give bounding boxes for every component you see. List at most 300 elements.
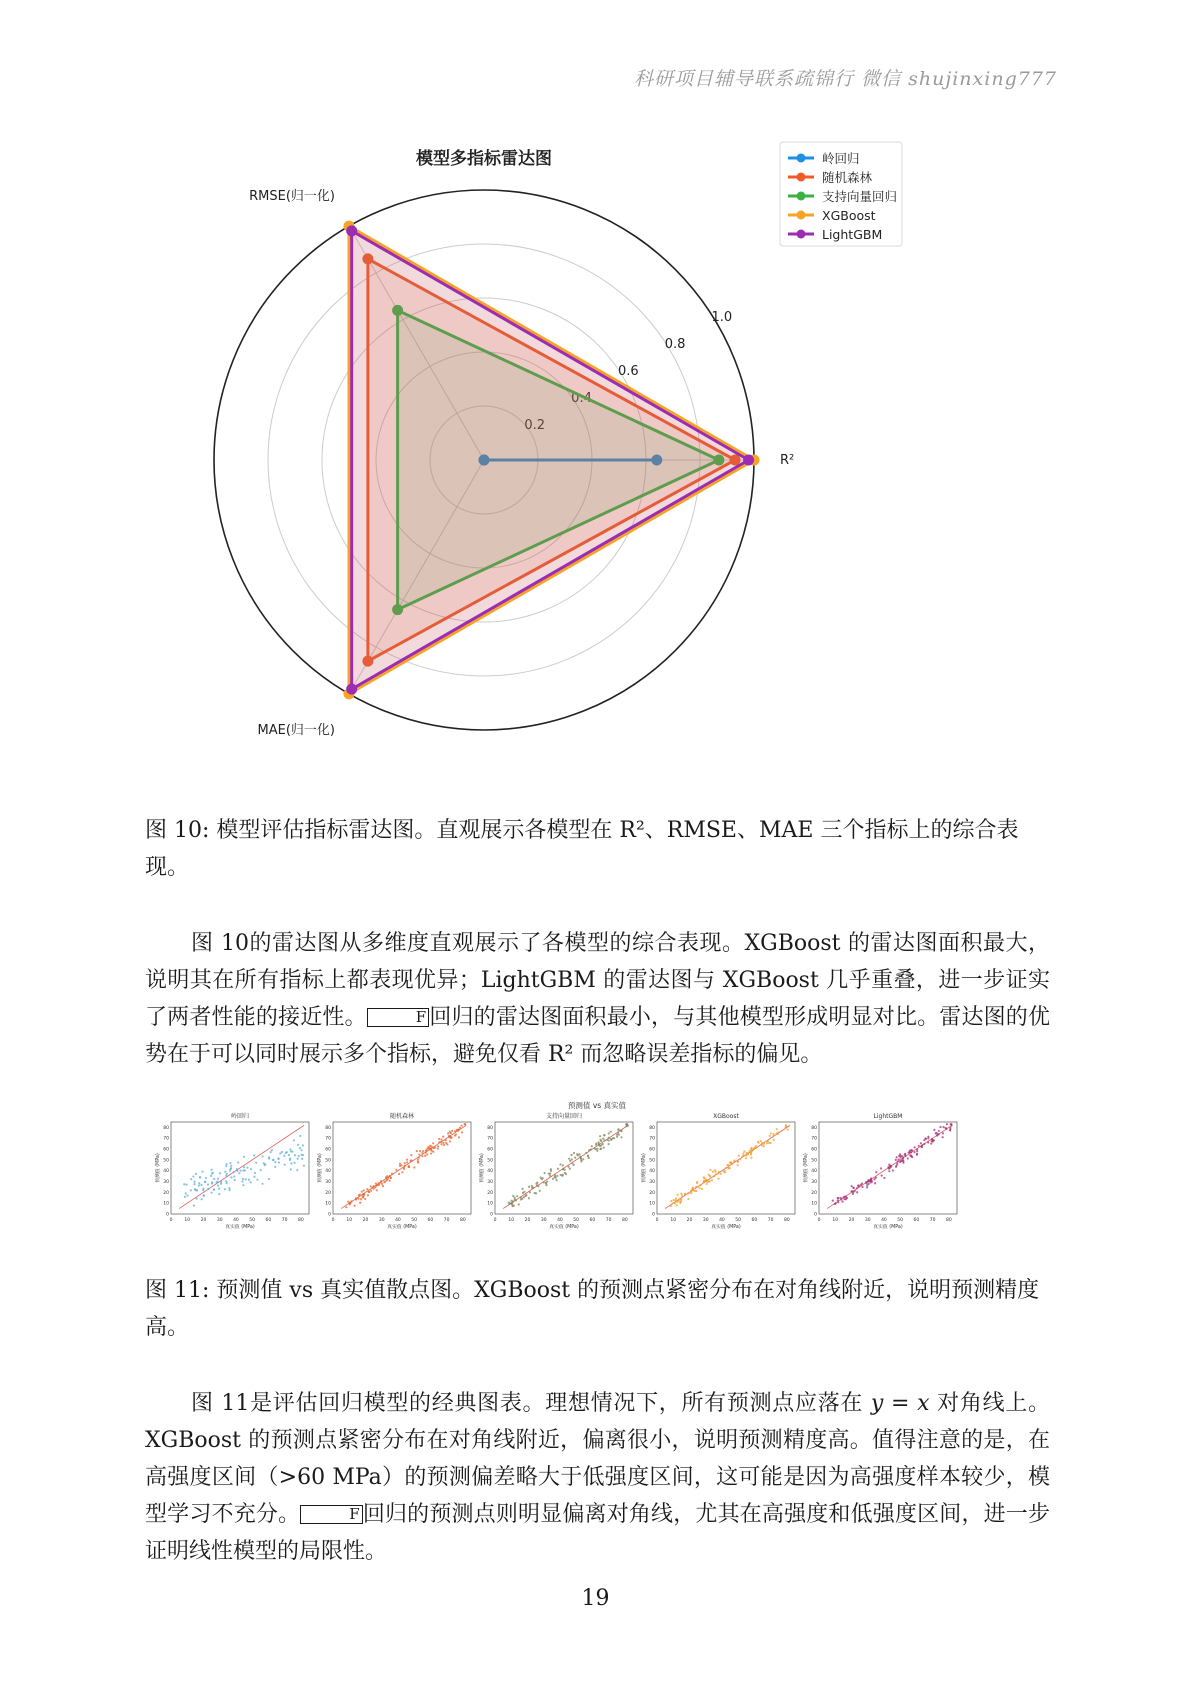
figure-10-caption: 图 10: 模型评估指标雷达图。直观展示各模型在 R²、RMSE、MAE 三个指标上的综合表现。 bbox=[145, 818, 1019, 880]
scatter-point bbox=[213, 1188, 215, 1190]
scatter-point bbox=[856, 1187, 858, 1189]
scatter-point bbox=[388, 1180, 390, 1182]
scatter-point bbox=[302, 1144, 304, 1146]
scatter-point bbox=[618, 1133, 620, 1135]
scatter-point bbox=[201, 1198, 203, 1200]
scatter-point bbox=[229, 1189, 231, 1191]
scatter-point bbox=[746, 1152, 748, 1154]
scatter-point bbox=[856, 1191, 858, 1193]
x-tick-label: 20 bbox=[524, 1218, 531, 1223]
scatter-point bbox=[549, 1175, 551, 1177]
scatter-point bbox=[512, 1200, 514, 1202]
scatter-point bbox=[837, 1197, 839, 1199]
scatter-point bbox=[451, 1130, 453, 1132]
scatter-point bbox=[279, 1152, 281, 1154]
scatter-point bbox=[442, 1142, 444, 1144]
scatter-point bbox=[270, 1151, 272, 1153]
scatter-point bbox=[942, 1132, 944, 1134]
scatter-point bbox=[927, 1136, 929, 1138]
scatter-point bbox=[620, 1129, 622, 1131]
scatter-point bbox=[425, 1151, 427, 1153]
scatter-point bbox=[742, 1152, 744, 1154]
x-tick-label: 80 bbox=[784, 1218, 790, 1223]
scatter-point bbox=[738, 1155, 740, 1157]
scatter-point bbox=[763, 1145, 765, 1147]
scatter-point bbox=[459, 1127, 461, 1129]
scatter-point bbox=[678, 1200, 680, 1202]
scatter-point bbox=[243, 1166, 245, 1168]
radar-tick-label: 0.8 bbox=[664, 337, 686, 352]
scatter-point bbox=[625, 1123, 627, 1125]
scatter-point bbox=[212, 1172, 214, 1174]
scatter-point bbox=[861, 1186, 863, 1188]
y-tick-label: 30 bbox=[325, 1180, 331, 1186]
scatter-point bbox=[897, 1158, 899, 1160]
scatter-point bbox=[271, 1149, 273, 1151]
scatter-point bbox=[590, 1148, 592, 1150]
scatter-point bbox=[888, 1170, 890, 1172]
scatter-point bbox=[445, 1142, 447, 1144]
y-tick-label: 10 bbox=[325, 1201, 331, 1207]
scatter-point bbox=[763, 1143, 765, 1145]
paragraph-radar-analysis bbox=[145, 925, 1050, 1073]
x-tick-label: 20 bbox=[686, 1218, 693, 1223]
scatter-point bbox=[852, 1187, 854, 1189]
scatter-point bbox=[600, 1147, 602, 1149]
scatter-point bbox=[193, 1183, 195, 1185]
scatter-point bbox=[599, 1145, 601, 1147]
scatter-point bbox=[692, 1187, 694, 1189]
scatter-point bbox=[230, 1168, 232, 1170]
scatter-point bbox=[728, 1164, 730, 1166]
scatter-point bbox=[854, 1190, 856, 1192]
scatter-point bbox=[755, 1147, 757, 1149]
scatter-point bbox=[709, 1175, 711, 1177]
x-tick-label: 70 bbox=[767, 1218, 774, 1223]
y-axis-label: 预测值 (MPa) bbox=[318, 1153, 323, 1183]
paragraph-text: 对角线上。XGBoost 的预测点紧密分布在对角线附近，偏离很小，说明预测精度高。值得注意的是，在高强度区间（>60 MPa）的预测偏差略大于低强度区间，这可能是因为高强度样本较少，模型学习不充分。 bbox=[145, 1391, 1050, 1527]
scatter-point bbox=[389, 1175, 391, 1177]
scatter-point bbox=[406, 1161, 408, 1163]
y-tick-label: 30 bbox=[649, 1180, 655, 1186]
scatter-point bbox=[300, 1149, 302, 1151]
scatter-point bbox=[834, 1203, 836, 1205]
x-tick-label: 70 bbox=[605, 1218, 612, 1223]
scatter-point bbox=[433, 1147, 435, 1149]
scatter-point bbox=[297, 1158, 299, 1160]
scatter-point bbox=[875, 1171, 877, 1173]
figure-11-caption: 图 11: 预测值 vs 真实值散点图。XGBoost 的预测点紧密分布在对角线附近，说明预测精度高。 bbox=[145, 1278, 1040, 1340]
y-tick-label: 60 bbox=[811, 1147, 817, 1153]
radar-tick-label: 1.0 bbox=[711, 310, 733, 325]
x-tick-label: 10 bbox=[508, 1218, 515, 1223]
scatter-point bbox=[580, 1157, 582, 1159]
scatter-point bbox=[842, 1196, 844, 1198]
y-tick-label: 20 bbox=[811, 1190, 817, 1196]
scatter-point bbox=[751, 1147, 753, 1149]
scatter-point bbox=[616, 1136, 618, 1138]
scatter-point bbox=[595, 1148, 597, 1150]
scatter-point bbox=[364, 1198, 366, 1200]
scatter-point bbox=[450, 1136, 452, 1138]
scatter-subplot bbox=[154, 1112, 309, 1230]
scatter-point bbox=[353, 1205, 355, 1207]
scatter-point bbox=[418, 1157, 420, 1159]
scatter-point bbox=[760, 1140, 762, 1142]
scatter-point bbox=[617, 1129, 619, 1131]
scatter-point bbox=[260, 1169, 262, 1171]
scatter-point bbox=[406, 1159, 408, 1161]
scatter-point bbox=[294, 1154, 296, 1156]
scatter-point bbox=[386, 1175, 388, 1177]
x-tick-label: 30 bbox=[702, 1218, 709, 1223]
scatter-point bbox=[395, 1169, 397, 1171]
x-axis-label: 真实值 (MPa) bbox=[225, 1225, 255, 1230]
scatter-point bbox=[914, 1146, 916, 1148]
scatter-point bbox=[896, 1156, 898, 1158]
scatter-point bbox=[207, 1183, 209, 1185]
scatter-point bbox=[185, 1192, 187, 1194]
paragraph-text: 回归的预测点则明显偏离对角线，尤其在高强度和低强度区间，进一步证明线性模型的局限性。 bbox=[145, 1502, 1050, 1564]
scatter-point bbox=[286, 1151, 288, 1153]
scatter-point bbox=[432, 1142, 434, 1144]
y-tick-label: 60 bbox=[325, 1147, 331, 1153]
y-tick-label: 20 bbox=[325, 1190, 331, 1196]
scatter-point bbox=[242, 1169, 244, 1171]
scatter-point bbox=[205, 1177, 207, 1179]
scatter-point bbox=[899, 1156, 901, 1158]
scatter-point bbox=[437, 1145, 439, 1147]
x-tick-label: 70 bbox=[443, 1218, 450, 1223]
scatter-point bbox=[199, 1176, 201, 1178]
scatter-point bbox=[949, 1129, 951, 1131]
x-tick-label: 70 bbox=[281, 1218, 288, 1223]
scatter-point bbox=[703, 1176, 705, 1178]
x-tick-label: 0 bbox=[817, 1218, 821, 1223]
y-tick-label: 20 bbox=[649, 1190, 655, 1196]
legend-entry-label: LightGBM bbox=[822, 227, 883, 242]
scatter-point bbox=[620, 1136, 622, 1138]
scatter-point bbox=[688, 1192, 690, 1194]
scatter-point bbox=[567, 1166, 569, 1168]
paragraph-text: 回归的雷达图面积最小，与其他模型形成明显对比。雷达图的优势在于可以同时展示多个指标，避免仅看 R² 而忽略误差指标的偏见。 bbox=[145, 1005, 1050, 1067]
scatter-point bbox=[718, 1171, 720, 1173]
y-tick-label: 30 bbox=[163, 1180, 169, 1186]
scatter-point bbox=[769, 1135, 771, 1137]
x-tick-label: 10 bbox=[832, 1218, 839, 1223]
scatter-point bbox=[585, 1152, 587, 1154]
radar-axis-label: RMSE(归一化) bbox=[249, 189, 335, 205]
scatter-point bbox=[366, 1188, 368, 1190]
scatter-point bbox=[461, 1125, 463, 1127]
math-expression: y = x bbox=[870, 1391, 930, 1416]
scatter-point bbox=[717, 1178, 719, 1180]
scatter-point bbox=[674, 1199, 676, 1201]
radar-series-area bbox=[352, 231, 749, 689]
scatter-figure bbox=[145, 1098, 1050, 1268]
scatter-point bbox=[939, 1126, 941, 1128]
scatter-point bbox=[690, 1190, 692, 1192]
scatter-point bbox=[920, 1142, 922, 1144]
scatter-point bbox=[924, 1137, 926, 1139]
scatter-point bbox=[458, 1136, 460, 1138]
scatter-point bbox=[745, 1154, 747, 1156]
scatter-point bbox=[242, 1184, 244, 1186]
scatter-point bbox=[417, 1161, 419, 1163]
scatter-point bbox=[190, 1178, 192, 1180]
y-tick-label: 50 bbox=[163, 1158, 169, 1164]
scatter-point bbox=[608, 1132, 610, 1134]
scatter-point bbox=[739, 1158, 741, 1160]
x-tick-label: 40 bbox=[719, 1218, 725, 1223]
scatter-point bbox=[454, 1134, 456, 1136]
x-tick-label: 60 bbox=[265, 1218, 272, 1223]
subplot-title: 岭回归 bbox=[230, 1113, 250, 1120]
scatter-point bbox=[768, 1142, 770, 1144]
x-tick-label: 20 bbox=[362, 1218, 369, 1223]
y-tick-label: 30 bbox=[811, 1180, 817, 1186]
scatter-point bbox=[370, 1190, 372, 1192]
scatter-point bbox=[675, 1197, 677, 1199]
scatter-point bbox=[256, 1179, 258, 1181]
scatter-point bbox=[523, 1191, 525, 1193]
scatter-point bbox=[890, 1165, 892, 1167]
y-tick-label: 50 bbox=[487, 1158, 493, 1164]
scatter-point bbox=[225, 1165, 227, 1167]
scatter-point bbox=[408, 1166, 410, 1168]
legend-swatch-marker bbox=[797, 211, 806, 220]
scatter-point bbox=[297, 1144, 299, 1146]
scatter-point bbox=[248, 1179, 250, 1181]
scatter-point bbox=[603, 1139, 605, 1141]
scatter-point bbox=[574, 1157, 576, 1159]
scatter-point bbox=[464, 1123, 466, 1125]
scatter-point bbox=[770, 1132, 772, 1134]
scatter-point bbox=[670, 1200, 672, 1202]
scatter-point bbox=[892, 1169, 894, 1171]
scatter-point bbox=[696, 1181, 698, 1183]
scatter-point bbox=[250, 1181, 252, 1183]
scatter-point bbox=[416, 1150, 418, 1152]
scatter-point bbox=[889, 1167, 891, 1169]
scatter-point bbox=[192, 1175, 194, 1177]
legend-swatch-marker bbox=[797, 230, 806, 239]
scatter-point bbox=[438, 1138, 440, 1140]
scatter-point bbox=[568, 1158, 570, 1160]
scatter-point bbox=[910, 1149, 912, 1151]
x-tick-label: 20 bbox=[200, 1218, 207, 1223]
x-tick-label: 50 bbox=[897, 1218, 904, 1223]
y-tick-label: 50 bbox=[649, 1158, 655, 1164]
scatter-point bbox=[398, 1173, 400, 1175]
scatter-point bbox=[916, 1154, 918, 1156]
scatter-point bbox=[204, 1181, 206, 1183]
scatter-point bbox=[901, 1155, 903, 1157]
scatter-point bbox=[840, 1197, 842, 1199]
x-tick-label: 80 bbox=[946, 1218, 952, 1223]
scatter-point bbox=[390, 1177, 392, 1179]
scatter-point bbox=[378, 1184, 380, 1186]
scatter-point bbox=[850, 1190, 852, 1192]
scatter-point bbox=[587, 1155, 589, 1157]
scatter-point bbox=[289, 1148, 291, 1150]
x-tick-label: 30 bbox=[216, 1218, 223, 1223]
scatter-point bbox=[272, 1159, 274, 1161]
scatter-point bbox=[193, 1204, 195, 1206]
legend-swatch-marker bbox=[797, 173, 806, 182]
scatter-point bbox=[671, 1202, 673, 1204]
scatter-point bbox=[562, 1164, 564, 1166]
x-tick-label: 50 bbox=[573, 1218, 580, 1223]
y-tick-label: 60 bbox=[487, 1147, 493, 1153]
scatter-point bbox=[933, 1129, 935, 1131]
y-tick-label: 60 bbox=[163, 1147, 169, 1153]
scatter-point bbox=[758, 1142, 760, 1144]
scatter-point bbox=[381, 1183, 383, 1185]
scatter-point bbox=[303, 1165, 305, 1167]
scatter-point bbox=[787, 1128, 789, 1130]
scatter-point bbox=[695, 1186, 697, 1188]
scatter-point bbox=[361, 1191, 363, 1193]
scatter-point bbox=[942, 1136, 944, 1138]
scatter-point bbox=[299, 1135, 301, 1137]
radar-title: 模型多指标雷达图 bbox=[416, 149, 552, 169]
scatter-point bbox=[418, 1153, 420, 1155]
scatter-point bbox=[277, 1157, 279, 1159]
scatter-point bbox=[573, 1152, 575, 1154]
scatter-point bbox=[425, 1149, 427, 1151]
scatter-point bbox=[559, 1163, 561, 1165]
scatter-point bbox=[293, 1139, 295, 1141]
scatter-point bbox=[699, 1187, 701, 1189]
scatter-point bbox=[430, 1152, 432, 1154]
legend-swatch-marker bbox=[797, 192, 806, 201]
scatter-point bbox=[201, 1171, 203, 1173]
legend-entry-label: 岭回归 bbox=[822, 151, 860, 166]
radar-data-point bbox=[743, 455, 754, 466]
scatter-point bbox=[904, 1153, 906, 1155]
scatter-point bbox=[544, 1172, 546, 1174]
x-tick-label: 40 bbox=[395, 1218, 401, 1223]
scatter-point bbox=[445, 1139, 447, 1141]
scatter-point bbox=[518, 1203, 520, 1205]
scatter-point bbox=[512, 1195, 514, 1197]
scatter-point bbox=[772, 1135, 774, 1137]
scatter-point bbox=[607, 1143, 609, 1145]
scatter-point bbox=[207, 1188, 209, 1190]
scatter-point bbox=[931, 1138, 933, 1140]
scatter-point bbox=[254, 1172, 256, 1174]
scatter-point bbox=[699, 1184, 701, 1186]
x-tick-label: 80 bbox=[622, 1218, 628, 1223]
legend-entry-label: 随机森林 bbox=[822, 170, 873, 185]
scatter-point bbox=[918, 1145, 920, 1147]
y-tick-label: 0 bbox=[166, 1212, 169, 1218]
scatter-point bbox=[200, 1184, 202, 1186]
scatter-point bbox=[851, 1185, 853, 1187]
x-tick-label: 0 bbox=[493, 1218, 497, 1223]
scatter-point bbox=[733, 1159, 735, 1161]
scatter-point bbox=[895, 1159, 897, 1161]
x-tick-label: 50 bbox=[735, 1218, 742, 1223]
scatter-point bbox=[625, 1125, 627, 1127]
scatter-point bbox=[613, 1137, 615, 1139]
scatter-point bbox=[424, 1155, 426, 1157]
radar-tick-label: 0.2 bbox=[524, 418, 546, 433]
scatter-point bbox=[674, 1202, 676, 1204]
scatter-point bbox=[203, 1195, 205, 1197]
scatter-charts bbox=[145, 1098, 1050, 1268]
scatter-point bbox=[225, 1175, 227, 1177]
x-axis-label: 真实值 (MPa) bbox=[549, 1225, 579, 1230]
scatter-point bbox=[703, 1180, 705, 1182]
scatter-point bbox=[543, 1181, 545, 1183]
scatter-point bbox=[218, 1193, 220, 1195]
scatter-point bbox=[202, 1188, 204, 1190]
x-tick-label: 60 bbox=[913, 1218, 920, 1223]
scatter-point bbox=[545, 1182, 547, 1184]
scatter-point bbox=[215, 1181, 217, 1183]
x-tick-label: 70 bbox=[929, 1218, 936, 1223]
scatter-point bbox=[552, 1178, 554, 1180]
scatter-point bbox=[600, 1140, 602, 1142]
y-tick-label: 0 bbox=[814, 1212, 817, 1218]
scatter-point bbox=[874, 1182, 876, 1184]
x-tick-label: 10 bbox=[346, 1218, 353, 1223]
x-tick-label: 80 bbox=[460, 1218, 466, 1223]
scatter-point bbox=[677, 1194, 679, 1196]
scatter-point bbox=[362, 1196, 364, 1198]
scatter-point bbox=[772, 1133, 774, 1135]
scatter-point bbox=[210, 1175, 212, 1177]
scatter-point bbox=[871, 1180, 873, 1182]
scatter-point bbox=[296, 1169, 298, 1171]
radar-chart bbox=[190, 140, 1010, 800]
y-tick-label: 0 bbox=[652, 1212, 655, 1218]
scatter-point bbox=[670, 1205, 672, 1207]
page-number: 19 bbox=[581, 1586, 610, 1611]
scatter-point bbox=[386, 1178, 388, 1180]
scatter-point bbox=[228, 1187, 230, 1189]
scatter-point bbox=[743, 1150, 745, 1152]
scatter-point bbox=[880, 1167, 882, 1169]
scatter-point bbox=[417, 1159, 419, 1161]
scatter-point bbox=[676, 1204, 678, 1206]
paragraph-text: 图 11是评估回归模型的经典图表。理想情况下，所有预测点应落在 bbox=[191, 1391, 871, 1416]
y-tick-label: 10 bbox=[649, 1201, 655, 1207]
scatter-point bbox=[680, 1200, 682, 1202]
scatter-point bbox=[711, 1179, 713, 1181]
scatter-point bbox=[555, 1179, 557, 1181]
scatter-point bbox=[946, 1123, 948, 1125]
scatter-point bbox=[582, 1158, 584, 1160]
scatter-point bbox=[447, 1132, 449, 1134]
y-tick-label: 40 bbox=[487, 1169, 493, 1175]
scatter-point bbox=[360, 1198, 362, 1200]
scatter-point bbox=[421, 1152, 423, 1154]
scatter-point bbox=[404, 1162, 406, 1164]
scatter-point bbox=[243, 1156, 245, 1158]
scatter-point bbox=[524, 1195, 526, 1197]
scatter-point bbox=[213, 1178, 215, 1180]
y-tick-label: 50 bbox=[325, 1158, 331, 1164]
scatter-point bbox=[534, 1192, 536, 1194]
x-tick-label: 30 bbox=[378, 1218, 385, 1223]
scatter-point bbox=[930, 1142, 932, 1144]
scatter-point bbox=[262, 1183, 264, 1185]
y-tick-label: 50 bbox=[811, 1158, 817, 1164]
scatter-point bbox=[513, 1205, 515, 1207]
